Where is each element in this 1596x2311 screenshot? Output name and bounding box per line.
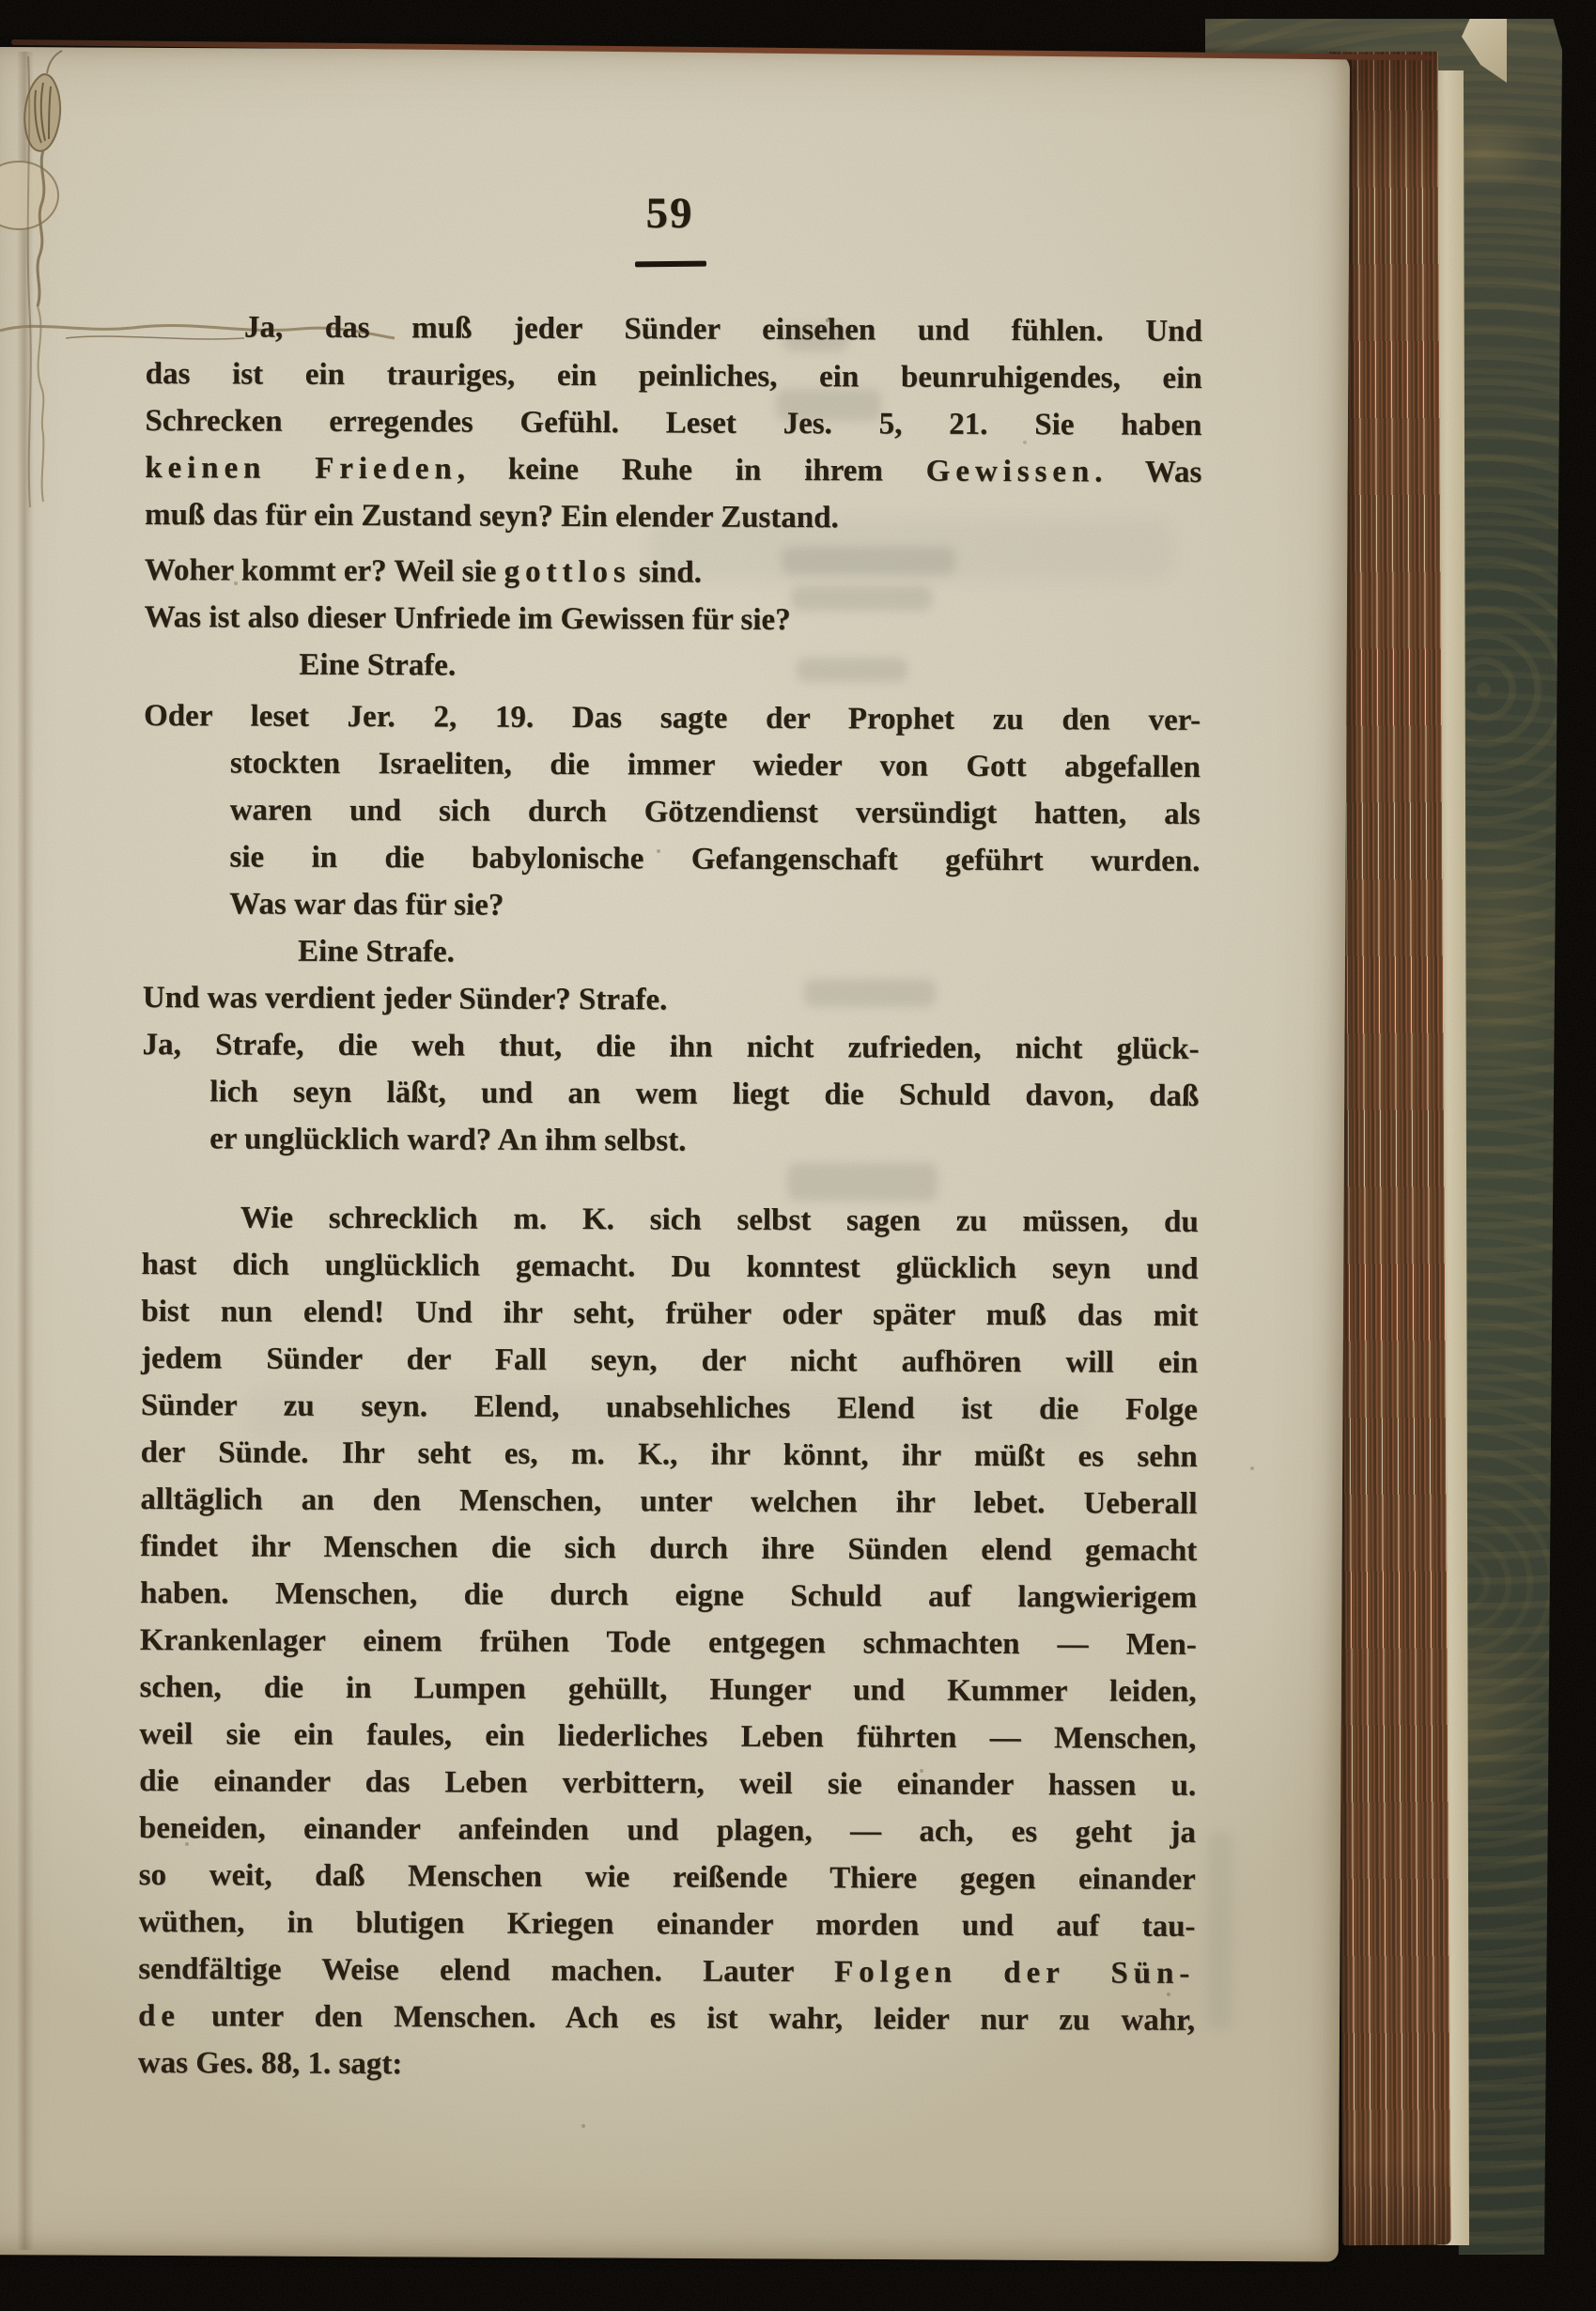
text-line	[142, 1068, 1199, 1120]
page-number: 59	[645, 189, 694, 238]
text-line	[140, 1476, 1197, 1528]
text-segment: beneiden, einander anfeinden und plagen, — ach, es geht ja	[138, 1810, 1196, 1850]
text-segment: muß das für ein Zustand seyn? Ein elender Zustand.	[144, 497, 839, 535]
emphasized-spaced-text: Folgen der Sün-	[833, 1955, 1196, 1991]
text-segment: er unglücklich ward? An ihm selbst.	[209, 1122, 687, 1158]
text-segment: , keine Ruhe in ihrem	[457, 452, 926, 489]
text-line	[143, 974, 1200, 1026]
text-line	[145, 547, 1201, 598]
text-segment: jedem Sünder der Fall seyn, der nicht aufhören will ein	[141, 1341, 1199, 1380]
text-line	[138, 1993, 1195, 2044]
text-segment: bist nun elend! Und ihr seht, früher oder später muß das mit	[141, 1294, 1199, 1333]
text-line	[144, 786, 1201, 838]
text-segment: Ja, das muß jeder Sünder einsehen und fühlen. Und	[243, 310, 1202, 349]
text-line	[141, 1382, 1198, 1434]
text-line	[138, 1946, 1195, 1997]
text-segment: Oder leset Jer. 2, 19. Das sagte der Prophet zu den ver-	[144, 698, 1201, 737]
text-line	[140, 1523, 1197, 1574]
text-segment: Eine Strafe.	[299, 647, 457, 683]
text-segment: stockten Israeliten, die immer wieder von Gott abgefallen	[229, 746, 1201, 784]
text-segment: haben. Menschen, die durch eigne Schuld auf langwierigem	[139, 1575, 1198, 1615]
text-segment: Ja, Strafe, die weh thut, die ihn nicht zufrieden, nicht glück-	[142, 1027, 1200, 1066]
text-segment: Krankenlager einem frühen Tode entgegen schmachten — Men-	[139, 1622, 1197, 1662]
text-segment: Was ist also dieser Unfriede im Gewissen für sie?	[144, 599, 791, 637]
text-block	[138, 303, 1202, 2091]
text-line	[142, 1115, 1199, 1167]
text-segment: hast dich unglücklich gemacht. Du konntest glücklich seyn und	[141, 1247, 1199, 1286]
emphasized-spaced-text: Gewissen	[925, 454, 1095, 489]
paper-specks	[0, 0, 2, 2]
text-line	[145, 491, 1201, 543]
emphasized-spaced-text: de	[137, 1998, 181, 2034]
emphasized-spaced-text: keinen Frieden	[145, 450, 457, 487]
text-segment: so weit, daß Menschen wie reißende Thiere gegen einander	[138, 1857, 1196, 1897]
text-line	[144, 692, 1201, 744]
text-line	[145, 444, 1201, 496]
text-segment: unter den Menschen. Ach es ist wahr, leider nur zu wahr,	[179, 1999, 1196, 2038]
text-segment: der Sünde. Ihr seht es, m. K., ihr könnt, ihr müßt es sehn	[140, 1435, 1198, 1474]
text-line	[145, 397, 1201, 449]
text-line	[138, 2040, 1195, 2091]
text-line	[143, 833, 1200, 885]
text-line	[144, 594, 1201, 645]
text-line	[142, 1021, 1199, 1073]
text-segment: Wie schrecklich m. K. sich selbst sagen zu müssen, du	[240, 1201, 1199, 1239]
emphasized-spaced-text: gottlos	[504, 554, 631, 590]
text-segment: alltäglich an den Menschen, unter welchen ihr lebet. Ueberall	[140, 1481, 1198, 1521]
text-line	[139, 1758, 1196, 1809]
text-segment: sie in die babylonische Gefangenschaft geführt wurden.	[229, 840, 1201, 878]
text-segment: Woher kommt er? Weil sie	[144, 552, 504, 589]
text-line	[146, 350, 1202, 402]
text-line	[139, 1711, 1196, 1762]
text-line	[139, 1852, 1196, 1903]
text-line	[141, 1241, 1198, 1293]
text-line	[142, 1194, 1199, 1246]
text-line	[143, 880, 1200, 932]
text-segment: wüthen, in blutigen Kriegen einander morden und auf tau-	[138, 1904, 1196, 1944]
text-segment: Eine Strafe.	[297, 934, 455, 969]
text-segment: lich seyn läßt, und an wem liegt die Schuld davon, daß	[209, 1075, 1200, 1113]
text-line	[138, 1899, 1195, 1950]
text-segment: was Ges. 88, 1. sagt:	[137, 2045, 403, 2082]
text-segment: Sünder zu seyn. Elend, unabsehliches Elend ist die Folge	[140, 1388, 1198, 1427]
text-segment: Was war das für sie?	[229, 887, 504, 923]
text-line	[140, 1570, 1197, 1621]
text-segment: die einander das Leben verbittern, weil sie einander hassen u.	[139, 1763, 1197, 1803]
text-line	[143, 927, 1200, 979]
text-line	[144, 641, 1201, 692]
text-line	[146, 303, 1202, 355]
text-segment: waren und sich durch Götzendienst versündigt hatten, als	[229, 793, 1201, 831]
text-line	[139, 1664, 1196, 1715]
text-segment: Schrecken erregendes Gefühl. Leset Jes. 5, 21. Sie haben	[145, 403, 1202, 442]
text-segment: schen, die in Lumpen gehüllt, Hunger und Kummer leiden,	[139, 1669, 1197, 1709]
text-segment: sind.	[630, 555, 702, 590]
ink-showthrough	[1208, 1832, 1232, 2029]
text-segment: Und was verdient jeder Sünder? Strafe.	[142, 980, 668, 1017]
text-line	[141, 1288, 1198, 1340]
text-segment: weil sie ein faules, ein liederliches Leben führten — Menschen,	[139, 1716, 1197, 1756]
text-line	[141, 1429, 1198, 1481]
page-number-rule	[635, 261, 706, 268]
text-line	[139, 1805, 1196, 1856]
text-line	[141, 1335, 1198, 1387]
text-segment: das ist ein trauriges, ein peinliches, ein beunruhigendes, ein	[145, 356, 1202, 396]
text-line	[140, 1617, 1197, 1668]
text-segment: . Was	[1094, 455, 1202, 489]
text-segment: findet ihr Menschen die sich durch ihre Sünden elend gemacht	[140, 1528, 1198, 1568]
text-line	[144, 739, 1201, 791]
text-segment: sendfältige Weise elend machen. Lauter	[138, 1951, 835, 1990]
